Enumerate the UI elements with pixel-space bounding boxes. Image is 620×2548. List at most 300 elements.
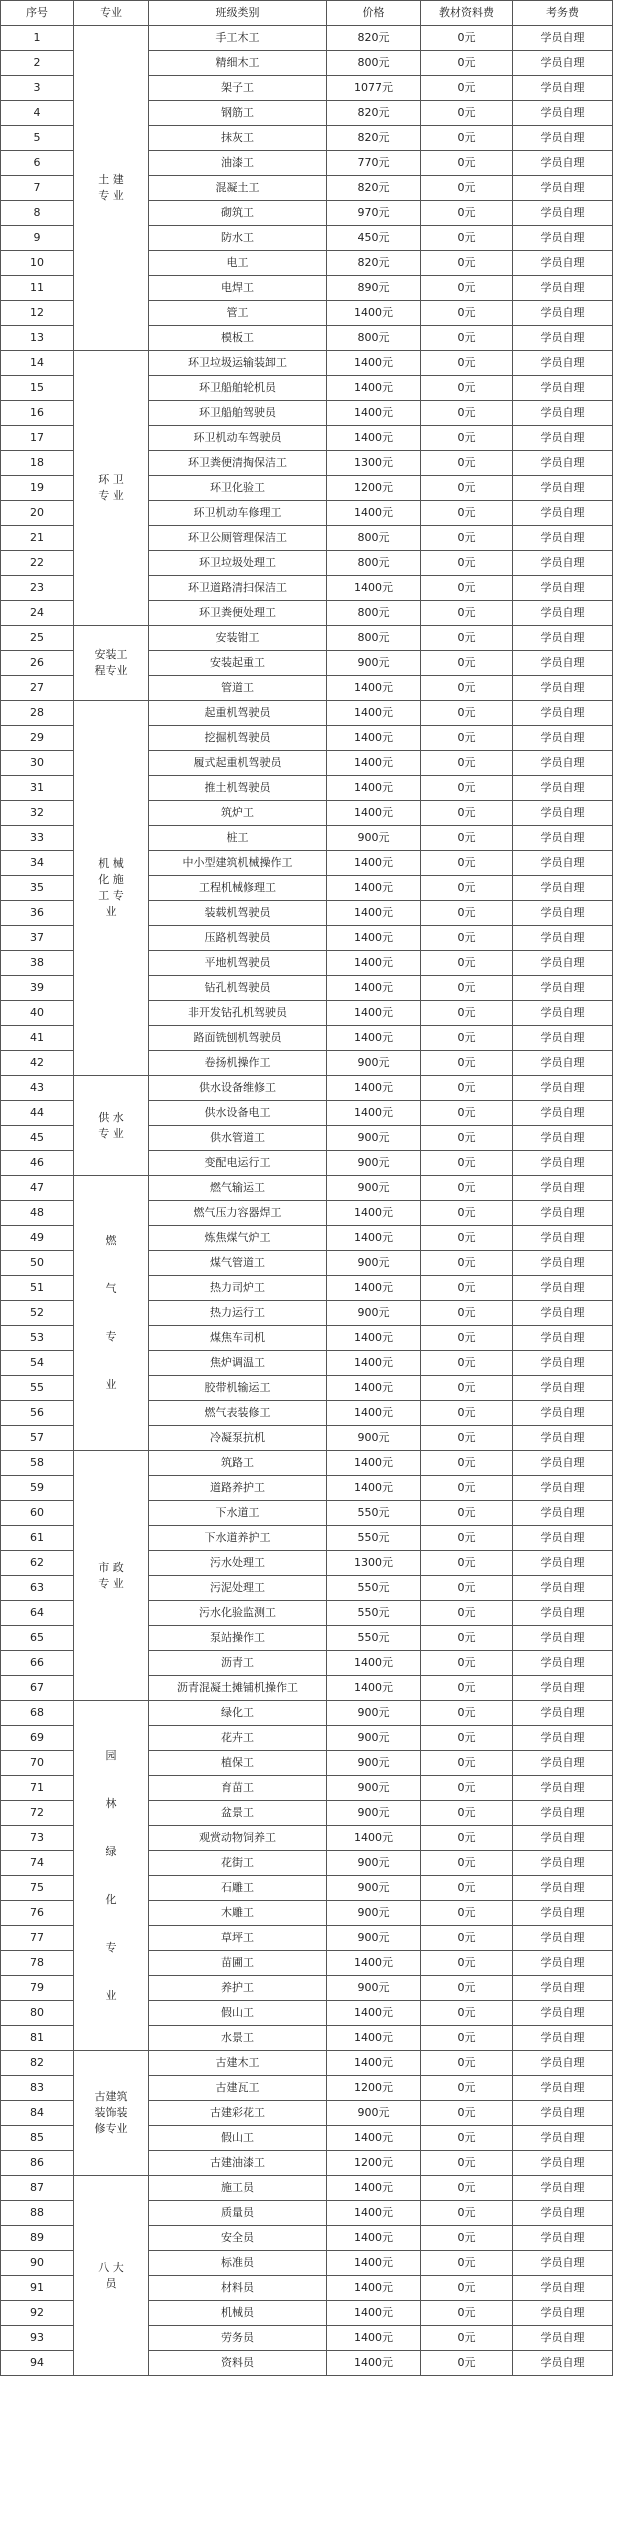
class-type: 施工员 — [149, 2176, 327, 2201]
row-index: 27 — [1, 676, 74, 701]
header-major: 专业 — [74, 1, 149, 26]
class-type: 泵站操作工 — [149, 1626, 327, 1651]
row-index: 68 — [1, 1701, 74, 1726]
material-fee: 0元 — [421, 2351, 513, 2376]
class-type: 煤焦车司机 — [149, 1326, 327, 1351]
price: 1400元 — [327, 751, 421, 776]
material-fee: 0元 — [421, 226, 513, 251]
exam-fee: 学员自理 — [513, 1801, 613, 1826]
exam-fee: 学员自理 — [513, 1501, 613, 1526]
row-index: 29 — [1, 726, 74, 751]
class-type: 环卫船舶轮机员 — [149, 376, 327, 401]
row-index: 5 — [1, 126, 74, 151]
exam-fee: 学员自理 — [513, 1826, 613, 1851]
exam-fee: 学员自理 — [513, 1476, 613, 1501]
class-type: 假山工 — [149, 2001, 327, 2026]
class-type: 花卉工 — [149, 1726, 327, 1751]
exam-fee: 学员自理 — [513, 1701, 613, 1726]
exam-fee: 学员自理 — [513, 351, 613, 376]
price: 1300元 — [327, 451, 421, 476]
material-fee: 0元 — [421, 2176, 513, 2201]
material-fee: 0元 — [421, 576, 513, 601]
class-type: 古建木工 — [149, 2051, 327, 2076]
material-fee: 0元 — [421, 851, 513, 876]
material-fee: 0元 — [421, 726, 513, 751]
class-type: 精细木工 — [149, 51, 327, 76]
price: 1400元 — [327, 2026, 421, 2051]
exam-fee: 学员自理 — [513, 1276, 613, 1301]
material-fee: 0元 — [421, 351, 513, 376]
price: 1400元 — [327, 1101, 421, 1126]
material-fee: 0元 — [421, 1626, 513, 1651]
row-index: 17 — [1, 426, 74, 451]
exam-fee: 学员自理 — [513, 1776, 613, 1801]
material-fee: 0元 — [421, 676, 513, 701]
table-row — [1, 1451, 613, 1476]
exam-fee: 学员自理 — [513, 726, 613, 751]
class-type: 环卫机动车修理工 — [149, 501, 327, 526]
price: 820元 — [327, 126, 421, 151]
class-type: 古建油漆工 — [149, 2151, 327, 2176]
exam-fee: 学员自理 — [513, 1626, 613, 1651]
class-type: 手工木工 — [149, 26, 327, 51]
group-label: 供 水 专 业 — [74, 1076, 149, 1176]
row-index: 30 — [1, 751, 74, 776]
price: 1200元 — [327, 2076, 421, 2101]
class-type: 筑路工 — [149, 1451, 327, 1476]
material-fee: 0元 — [421, 876, 513, 901]
price: 900元 — [327, 1776, 421, 1801]
exam-fee: 学员自理 — [513, 951, 613, 976]
exam-fee: 学员自理 — [513, 251, 613, 276]
price: 900元 — [327, 1801, 421, 1826]
material-fee: 0元 — [421, 2076, 513, 2101]
price: 1400元 — [327, 2251, 421, 2276]
class-type: 质量员 — [149, 2201, 327, 2226]
material-fee: 0元 — [421, 976, 513, 1001]
material-fee: 0元 — [421, 1601, 513, 1626]
exam-fee: 学员自理 — [513, 2151, 613, 2176]
price: 1400元 — [327, 1351, 421, 1376]
row-index: 74 — [1, 1851, 74, 1876]
row-index: 35 — [1, 876, 74, 901]
material-fee: 0元 — [421, 1976, 513, 2001]
exam-fee: 学员自理 — [513, 576, 613, 601]
row-index: 88 — [1, 2201, 74, 2226]
price: 1400元 — [327, 2001, 421, 2026]
row-index: 52 — [1, 1301, 74, 1326]
exam-fee: 学员自理 — [513, 126, 613, 151]
exam-fee: 学员自理 — [513, 1376, 613, 1401]
price: 1400元 — [327, 2276, 421, 2301]
exam-fee: 学员自理 — [513, 1401, 613, 1426]
class-type: 环卫化验工 — [149, 476, 327, 501]
class-type: 非开发钻孔机驾驶员 — [149, 1001, 327, 1026]
exam-fee: 学员自理 — [513, 1926, 613, 1951]
class-type: 变配电运行工 — [149, 1151, 327, 1176]
exam-fee: 学员自理 — [513, 1526, 613, 1551]
exam-fee: 学员自理 — [513, 1901, 613, 1926]
class-type: 炼焦煤气炉工 — [149, 1226, 327, 1251]
class-type: 环卫粪便清掏保洁工 — [149, 451, 327, 476]
price: 1400元 — [327, 926, 421, 951]
class-type: 管道工 — [149, 676, 327, 701]
exam-fee: 学员自理 — [513, 2276, 613, 2301]
material-fee: 0元 — [421, 1401, 513, 1426]
row-index: 32 — [1, 801, 74, 826]
price: 900元 — [327, 1051, 421, 1076]
material-fee: 0元 — [421, 1251, 513, 1276]
row-index: 94 — [1, 2351, 74, 2376]
header-index: 序号 — [1, 1, 74, 26]
row-index: 1 — [1, 26, 74, 51]
material-fee: 0元 — [421, 251, 513, 276]
row-index: 44 — [1, 1101, 74, 1126]
class-type: 古建彩花工 — [149, 2101, 327, 2126]
row-index: 2 — [1, 51, 74, 76]
row-index: 89 — [1, 2226, 74, 2251]
material-fee: 0元 — [421, 376, 513, 401]
material-fee: 0元 — [421, 451, 513, 476]
material-fee: 0元 — [421, 1876, 513, 1901]
row-index: 62 — [1, 1551, 74, 1576]
row-index: 56 — [1, 1401, 74, 1426]
group-label: 古建筑 装饰装 修专业 — [74, 2051, 149, 2176]
row-index: 26 — [1, 651, 74, 676]
class-type: 胶带机输运工 — [149, 1376, 327, 1401]
price: 550元 — [327, 1601, 421, 1626]
price: 800元 — [327, 601, 421, 626]
material-fee: 0元 — [421, 1001, 513, 1026]
material-fee: 0元 — [421, 2126, 513, 2151]
price: 1400元 — [327, 1226, 421, 1251]
header-row — [1, 1, 613, 26]
material-fee: 0元 — [421, 1301, 513, 1326]
price: 1400元 — [327, 2201, 421, 2226]
row-index: 50 — [1, 1251, 74, 1276]
exam-fee: 学员自理 — [513, 226, 613, 251]
class-type: 燃气表装修工 — [149, 1401, 327, 1426]
row-index: 49 — [1, 1226, 74, 1251]
exam-fee: 学员自理 — [513, 1026, 613, 1051]
class-type: 平地机驾驶员 — [149, 951, 327, 976]
class-type: 卷扬机操作工 — [149, 1051, 327, 1076]
price: 1400元 — [327, 2301, 421, 2326]
class-type: 防水工 — [149, 226, 327, 251]
table-row — [1, 2176, 613, 2201]
material-fee: 0元 — [421, 801, 513, 826]
price: 1400元 — [327, 1376, 421, 1401]
class-type: 假山工 — [149, 2126, 327, 2151]
material-fee: 0元 — [421, 1026, 513, 1051]
material-fee: 0元 — [421, 1926, 513, 1951]
price: 900元 — [327, 1901, 421, 1926]
exam-fee: 学员自理 — [513, 1976, 613, 2001]
material-fee: 0元 — [421, 551, 513, 576]
price: 900元 — [327, 1701, 421, 1726]
class-type: 育苗工 — [149, 1776, 327, 1801]
material-fee: 0元 — [421, 1526, 513, 1551]
price: 900元 — [327, 1726, 421, 1751]
class-type: 供水设备维修工 — [149, 1076, 327, 1101]
material-fee: 0元 — [421, 1151, 513, 1176]
material-fee: 0元 — [421, 1901, 513, 1926]
class-type: 养护工 — [149, 1976, 327, 2001]
exam-fee: 学员自理 — [513, 1301, 613, 1326]
exam-fee: 学员自理 — [513, 51, 613, 76]
material-fee: 0元 — [421, 2301, 513, 2326]
exam-fee: 学员自理 — [513, 2051, 613, 2076]
row-index: 28 — [1, 701, 74, 726]
row-index: 70 — [1, 1751, 74, 1776]
table-row — [1, 1701, 613, 1726]
row-index: 53 — [1, 1326, 74, 1351]
price: 900元 — [327, 1301, 421, 1326]
material-fee: 0元 — [421, 426, 513, 451]
price: 1400元 — [327, 1276, 421, 1301]
material-fee: 0元 — [421, 826, 513, 851]
price: 970元 — [327, 201, 421, 226]
class-type: 热力运行工 — [149, 1301, 327, 1326]
material-fee: 0元 — [421, 1751, 513, 1776]
exam-fee: 学员自理 — [513, 2251, 613, 2276]
exam-fee: 学员自理 — [513, 1076, 613, 1101]
material-fee: 0元 — [421, 2151, 513, 2176]
material-fee: 0元 — [421, 1701, 513, 1726]
price: 1400元 — [327, 1951, 421, 1976]
material-fee: 0元 — [421, 1076, 513, 1101]
row-index: 57 — [1, 1426, 74, 1451]
class-type: 冷凝泵抗机 — [149, 1426, 327, 1451]
exam-fee: 学员自理 — [513, 1851, 613, 1876]
row-index: 10 — [1, 251, 74, 276]
class-type: 石雕工 — [149, 1876, 327, 1901]
exam-fee: 学员自理 — [513, 1676, 613, 1701]
material-fee: 0元 — [421, 2101, 513, 2126]
row-index: 93 — [1, 2326, 74, 2351]
exam-fee: 学员自理 — [513, 776, 613, 801]
price: 1400元 — [327, 676, 421, 701]
class-type: 绿化工 — [149, 1701, 327, 1726]
exam-fee: 学员自理 — [513, 826, 613, 851]
material-fee: 0元 — [421, 1226, 513, 1251]
class-type: 安全员 — [149, 2226, 327, 2251]
price: 1200元 — [327, 476, 421, 501]
price: 1400元 — [327, 576, 421, 601]
price: 1400元 — [327, 901, 421, 926]
class-type: 起重机驾驶员 — [149, 701, 327, 726]
exam-fee: 学员自理 — [513, 1326, 613, 1351]
class-type: 环卫垃圾运输装卸工 — [149, 351, 327, 376]
exam-fee: 学员自理 — [513, 426, 613, 451]
class-type: 热力司炉工 — [149, 1276, 327, 1301]
material-fee: 0元 — [421, 1176, 513, 1201]
row-index: 22 — [1, 551, 74, 576]
row-index: 43 — [1, 1076, 74, 1101]
exam-fee: 学员自理 — [513, 1651, 613, 1676]
exam-fee: 学员自理 — [513, 276, 613, 301]
price: 900元 — [327, 1876, 421, 1901]
class-type: 供水设备电工 — [149, 1101, 327, 1126]
row-index: 23 — [1, 576, 74, 601]
material-fee: 0元 — [421, 651, 513, 676]
exam-fee: 学员自理 — [513, 1426, 613, 1451]
class-type: 机械员 — [149, 2301, 327, 2326]
class-type: 资料员 — [149, 2351, 327, 2376]
row-index: 65 — [1, 1626, 74, 1651]
class-type: 环卫船舶驾驶员 — [149, 401, 327, 426]
exam-fee: 学员自理 — [513, 1051, 613, 1076]
material-fee: 0元 — [421, 176, 513, 201]
class-type: 下水道养护工 — [149, 1526, 327, 1551]
row-index: 37 — [1, 926, 74, 951]
row-index: 34 — [1, 851, 74, 876]
row-index: 4 — [1, 101, 74, 126]
exam-fee: 学员自理 — [513, 626, 613, 651]
material-fee: 0元 — [421, 1576, 513, 1601]
class-type: 环卫公厕管理保洁工 — [149, 526, 327, 551]
class-type: 煤气管道工 — [149, 1251, 327, 1276]
class-type: 焦炉调温工 — [149, 1351, 327, 1376]
table-row — [1, 701, 613, 726]
class-type: 植保工 — [149, 1751, 327, 1776]
price: 820元 — [327, 101, 421, 126]
class-type: 管工 — [149, 301, 327, 326]
row-index: 63 — [1, 1576, 74, 1601]
material-fee: 0元 — [421, 476, 513, 501]
exam-fee: 学员自理 — [513, 1126, 613, 1151]
price: 1400元 — [327, 1001, 421, 1026]
row-index: 83 — [1, 2076, 74, 2101]
price: 900元 — [327, 651, 421, 676]
row-index: 38 — [1, 951, 74, 976]
table-body — [1, 26, 613, 2376]
row-index: 40 — [1, 1001, 74, 1026]
header-class-type: 班级类别 — [149, 1, 327, 26]
group-label: 园 林 绿 化 专 业 — [74, 1701, 149, 2051]
class-type: 燃气输运工 — [149, 1176, 327, 1201]
class-type: 环卫道路清扫保洁工 — [149, 576, 327, 601]
row-index: 82 — [1, 2051, 74, 2076]
row-index: 41 — [1, 1026, 74, 1051]
class-type: 模板工 — [149, 326, 327, 351]
price: 550元 — [327, 1626, 421, 1651]
exam-fee: 学员自理 — [513, 976, 613, 1001]
row-index: 61 — [1, 1526, 74, 1551]
exam-fee: 学员自理 — [513, 926, 613, 951]
row-index: 24 — [1, 601, 74, 626]
class-type: 电工 — [149, 251, 327, 276]
exam-fee: 学员自理 — [513, 1951, 613, 1976]
exam-fee: 学员自理 — [513, 1001, 613, 1026]
exam-fee: 学员自理 — [513, 601, 613, 626]
row-index: 85 — [1, 2126, 74, 2151]
class-type: 混凝土工 — [149, 176, 327, 201]
group-label: 燃 气 专 业 — [74, 1176, 149, 1451]
material-fee: 0元 — [421, 2276, 513, 2301]
exam-fee: 学员自理 — [513, 1876, 613, 1901]
material-fee: 0元 — [421, 1676, 513, 1701]
exam-fee: 学员自理 — [513, 1201, 613, 1226]
row-index: 92 — [1, 2301, 74, 2326]
group-label: 环 卫 专 业 — [74, 351, 149, 626]
exam-fee: 学员自理 — [513, 801, 613, 826]
price: 800元 — [327, 551, 421, 576]
price: 1400元 — [327, 876, 421, 901]
row-index: 54 — [1, 1351, 74, 1376]
row-index: 86 — [1, 2151, 74, 2176]
exam-fee: 学员自理 — [513, 1576, 613, 1601]
class-type: 架子工 — [149, 76, 327, 101]
price: 900元 — [327, 1976, 421, 2001]
header-exam-fee: 考务费 — [513, 1, 613, 26]
row-index: 15 — [1, 376, 74, 401]
exam-fee: 学员自理 — [513, 1101, 613, 1126]
material-fee: 0元 — [421, 1101, 513, 1126]
material-fee: 0元 — [421, 201, 513, 226]
exam-fee: 学员自理 — [513, 2301, 613, 2326]
material-fee: 0元 — [421, 601, 513, 626]
material-fee: 0元 — [421, 26, 513, 51]
row-index: 58 — [1, 1451, 74, 1476]
price: 1400元 — [327, 1201, 421, 1226]
price: 1400元 — [327, 376, 421, 401]
price: 800元 — [327, 326, 421, 351]
exam-fee: 学员自理 — [513, 176, 613, 201]
price: 900元 — [327, 1176, 421, 1201]
class-type: 压路机驾驶员 — [149, 926, 327, 951]
material-fee: 0元 — [421, 951, 513, 976]
class-type: 水景工 — [149, 2026, 327, 2051]
row-index: 76 — [1, 1901, 74, 1926]
row-index: 18 — [1, 451, 74, 476]
material-fee: 0元 — [421, 926, 513, 951]
row-index: 25 — [1, 626, 74, 651]
price: 550元 — [327, 1526, 421, 1551]
exam-fee: 学员自理 — [513, 326, 613, 351]
exam-fee: 学员自理 — [513, 76, 613, 101]
price: 1400元 — [327, 701, 421, 726]
class-type: 材料员 — [149, 2276, 327, 2301]
price: 800元 — [327, 626, 421, 651]
exam-fee: 学员自理 — [513, 501, 613, 526]
price: 820元 — [327, 26, 421, 51]
price: 1400元 — [327, 1026, 421, 1051]
material-fee: 0元 — [421, 1051, 513, 1076]
class-type: 挖掘机驾驶员 — [149, 726, 327, 751]
group-label: 安装工 程专业 — [74, 626, 149, 701]
exam-fee: 学员自理 — [513, 2326, 613, 2351]
price: 1400元 — [327, 2126, 421, 2151]
group-label: 八 大 员 — [74, 2176, 149, 2376]
table-row — [1, 26, 613, 51]
price: 800元 — [327, 526, 421, 551]
row-index: 81 — [1, 2026, 74, 2051]
group-label: 土 建 专 业 — [74, 26, 149, 351]
material-fee: 0元 — [421, 1776, 513, 1801]
class-type: 草坪工 — [149, 1926, 327, 1951]
price: 1400元 — [327, 801, 421, 826]
row-index: 73 — [1, 1826, 74, 1851]
exam-fee: 学员自理 — [513, 1176, 613, 1201]
class-type: 履式起重机驾驶员 — [149, 751, 327, 776]
price: 900元 — [327, 1426, 421, 1451]
exam-fee: 学员自理 — [513, 1551, 613, 1576]
exam-fee: 学员自理 — [513, 2226, 613, 2251]
row-index: 19 — [1, 476, 74, 501]
price: 820元 — [327, 251, 421, 276]
material-fee: 0元 — [421, 1426, 513, 1451]
